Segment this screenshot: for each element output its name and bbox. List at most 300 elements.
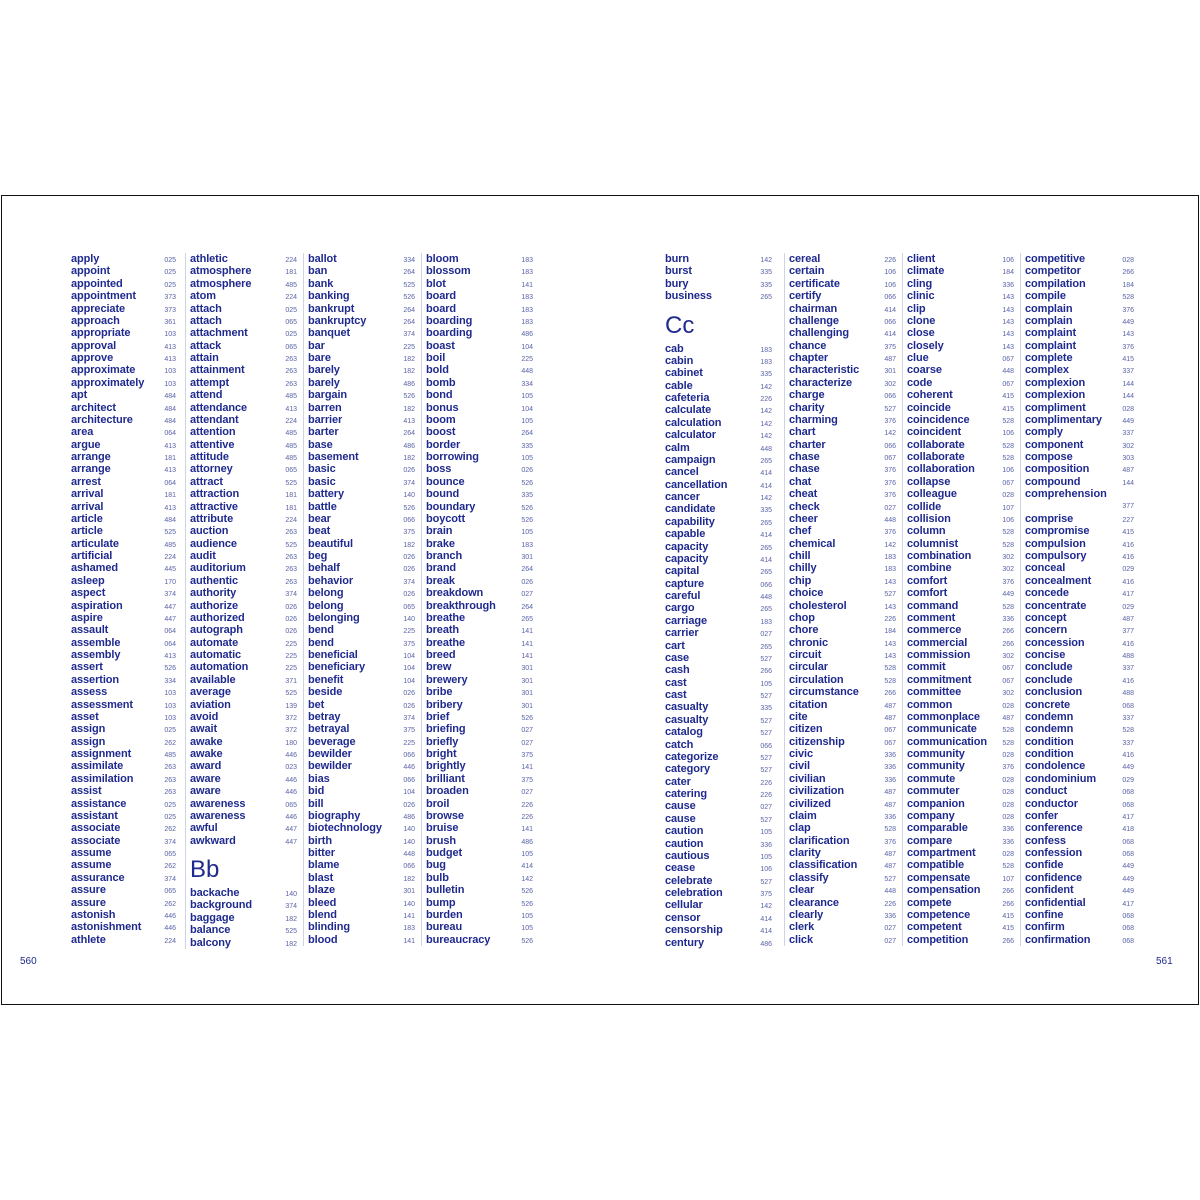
index-word: cast xyxy=(665,676,687,689)
index-word: aspect xyxy=(71,587,106,600)
page-reference: 488 xyxy=(1122,653,1134,660)
page-reference: 142 xyxy=(760,903,772,911)
page-reference: 027 xyxy=(521,591,533,599)
index-word: compliment xyxy=(1025,401,1086,414)
page-reference: 068 xyxy=(1122,801,1134,809)
index-word: battery xyxy=(308,488,344,501)
index-entry xyxy=(308,661,418,673)
index-word: confident xyxy=(1025,884,1074,897)
index-entry xyxy=(789,513,899,525)
page-reference: 263 xyxy=(285,554,297,561)
page-reference: 103 xyxy=(164,380,176,388)
index-word: assertion xyxy=(71,673,120,686)
index-word: breed xyxy=(426,649,456,661)
index-entry xyxy=(426,513,536,525)
index-entry xyxy=(907,327,1017,339)
page-reference: 028 xyxy=(1002,752,1014,759)
index-word: approximate xyxy=(71,364,136,377)
page-reference: 336 xyxy=(884,776,896,784)
index-word: coherent xyxy=(907,389,953,402)
index-word: betray xyxy=(308,710,341,723)
page-reference: 226 xyxy=(884,257,896,264)
index-entry xyxy=(308,624,418,636)
index-word: boil xyxy=(426,352,446,364)
index-entry xyxy=(1025,711,1137,723)
page-reference: 372 xyxy=(285,714,297,722)
page-reference: 414 xyxy=(884,331,896,339)
page-reference: 377 xyxy=(1122,628,1134,636)
index-word: assistant xyxy=(71,809,118,822)
index-entry xyxy=(71,785,179,797)
index-word: bounce xyxy=(426,475,465,488)
index-word: breakdown xyxy=(426,587,484,600)
index-word: compulsion xyxy=(1025,537,1086,550)
page-reference: 265 xyxy=(521,615,533,623)
index-word: boast xyxy=(426,339,455,352)
page-reference: 264 xyxy=(403,306,415,314)
index-entry xyxy=(1025,600,1137,612)
index-word: belong xyxy=(308,599,344,612)
page-reference: 487 xyxy=(884,789,896,797)
page-reference: 142 xyxy=(884,430,896,438)
index-word: conclude xyxy=(1025,661,1073,674)
page-reference: 487 xyxy=(884,851,896,858)
index-word: capable xyxy=(665,528,706,541)
index-entry xyxy=(190,937,300,949)
index-column xyxy=(784,253,899,946)
index-entry xyxy=(426,884,536,896)
index-word: category xyxy=(665,763,711,776)
page-reference: 448 xyxy=(760,445,772,453)
page-reference: 376 xyxy=(884,479,896,487)
page-reference: 301 xyxy=(884,368,896,376)
index-entry xyxy=(426,377,536,389)
index-entry xyxy=(190,525,300,537)
index-entry xyxy=(308,389,418,401)
page-reference: 026 xyxy=(285,628,297,636)
page-reference: 026 xyxy=(403,801,415,809)
index-word: brilliant xyxy=(426,772,465,785)
index-word: baggage xyxy=(190,911,235,924)
page-reference: 028 xyxy=(1002,851,1014,858)
index-entry xyxy=(308,674,418,686)
index-word: comprehension xyxy=(1025,488,1107,501)
index-word: cause xyxy=(665,800,696,813)
index-entry xyxy=(426,463,536,475)
index-word: collide xyxy=(907,500,942,513)
index-entry xyxy=(1025,303,1137,315)
index-entry xyxy=(1025,612,1137,624)
page-reference: 528 xyxy=(1122,294,1134,302)
page-reference: 027 xyxy=(884,925,896,933)
page-reference: 525 xyxy=(403,281,415,289)
page-reference: 066 xyxy=(403,752,415,759)
index-word: compile xyxy=(1025,290,1066,303)
page-reference: 263 xyxy=(164,789,176,797)
index-word: century xyxy=(665,936,705,949)
index-entry xyxy=(1025,265,1137,277)
page-reference: 448 xyxy=(884,516,896,524)
page-reference: 143 xyxy=(1002,306,1014,314)
page-reference: 183 xyxy=(403,925,415,933)
index-word: chill xyxy=(789,550,811,562)
index-entry xyxy=(190,674,300,686)
index-entry xyxy=(665,751,775,763)
index-word: beg xyxy=(308,550,328,562)
index-word: compilation xyxy=(1025,277,1086,290)
index-entry xyxy=(426,909,536,921)
index-entry xyxy=(71,921,179,933)
index-entry xyxy=(190,924,300,936)
index-word: chase xyxy=(789,463,820,476)
page-reference: 418 xyxy=(1122,826,1134,834)
page-reference: 068 xyxy=(1122,925,1134,933)
page-reference: 485 xyxy=(285,281,297,289)
index-entry xyxy=(71,909,179,921)
page-reference: 487 xyxy=(1122,467,1134,475)
page-reference: 068 xyxy=(1122,702,1134,710)
index-word: bribe xyxy=(426,686,453,699)
page-reference: 301 xyxy=(521,690,533,698)
index-word: authority xyxy=(190,587,237,600)
page-reference: 302 xyxy=(1002,566,1014,574)
page-reference: 141 xyxy=(521,764,533,772)
index-entry xyxy=(308,538,418,550)
page-reference: 337 xyxy=(1122,714,1134,722)
index-word: cease xyxy=(665,862,696,875)
index-word: conduct xyxy=(1025,785,1068,798)
page-reference: 361 xyxy=(164,318,176,326)
index-entry xyxy=(789,451,899,463)
index-entry xyxy=(907,798,1017,810)
index-word: assembly xyxy=(71,649,121,661)
index-entry xyxy=(907,674,1017,686)
page-reference: 448 xyxy=(884,888,896,896)
page-reference: 446 xyxy=(285,813,297,821)
index-word: coincident xyxy=(907,426,962,439)
page-reference: 266 xyxy=(760,668,772,676)
page-reference: 106 xyxy=(1002,257,1014,264)
index-entry xyxy=(426,575,536,587)
index-word: bury xyxy=(665,277,689,290)
page-reference: 265 xyxy=(760,643,772,651)
index-word: boarding xyxy=(426,314,473,327)
index-entry xyxy=(308,303,418,315)
page-reference: 374 xyxy=(164,591,176,599)
page-reference: 376 xyxy=(884,838,896,846)
index-word: cater xyxy=(665,775,691,788)
index-word: condition xyxy=(1025,735,1074,748)
index-word: board xyxy=(426,302,457,315)
index-word: calculation xyxy=(665,416,722,429)
index-word: commit xyxy=(907,661,946,674)
index-entry xyxy=(190,513,300,525)
page-reference: 486 xyxy=(760,940,772,948)
index-entry xyxy=(71,872,179,884)
index-entry xyxy=(665,553,775,565)
page-reference: 026 xyxy=(521,578,533,586)
index-entry xyxy=(190,723,300,735)
page-reference: 068 xyxy=(1122,937,1134,945)
index-word: attack xyxy=(190,339,222,352)
page-reference: 028 xyxy=(1002,776,1014,784)
page-reference: 025 xyxy=(285,331,297,339)
page-reference: 487 xyxy=(884,356,896,363)
index-entry xyxy=(190,327,300,339)
index-entry xyxy=(71,699,179,711)
index-word: bureau xyxy=(426,921,463,934)
index-entry xyxy=(1025,649,1137,661)
index-word: battle xyxy=(308,500,337,513)
index-entry xyxy=(907,872,1017,884)
page-reference: 225 xyxy=(521,356,533,363)
index-word: appointed xyxy=(71,277,123,290)
index-word: attainment xyxy=(190,364,245,377)
index-word: comment xyxy=(907,611,956,624)
page-reference: 224 xyxy=(285,516,297,524)
page-reference: 141 xyxy=(521,826,533,834)
page-reference: 528 xyxy=(1002,603,1014,611)
page-reference: 375 xyxy=(760,891,772,898)
page-reference: 225 xyxy=(403,739,415,747)
page-reference: 336 xyxy=(884,764,896,772)
page-reference: 182 xyxy=(403,875,415,883)
page-reference: 226 xyxy=(884,615,896,623)
index-column xyxy=(185,253,300,949)
page-reference: 105 xyxy=(760,680,772,688)
index-word: circulation xyxy=(789,673,844,686)
index-entry xyxy=(789,501,899,513)
page-reference: 104 xyxy=(521,405,533,413)
page-reference: 143 xyxy=(884,640,896,648)
index-entry xyxy=(907,637,1017,649)
index-word: approximately xyxy=(71,376,145,389)
index-word: attach xyxy=(190,302,222,315)
page-reference: 027 xyxy=(521,739,533,747)
index-word: assurance xyxy=(71,871,125,884)
page-reference: 525 xyxy=(285,479,297,487)
page-reference: 106 xyxy=(1002,430,1014,438)
page-reference: 027 xyxy=(521,727,533,735)
page-reference: 266 xyxy=(1002,888,1014,896)
index-entry xyxy=(426,674,536,686)
index-entry xyxy=(907,649,1017,661)
index-entry xyxy=(71,327,179,339)
index-entry xyxy=(190,912,300,924)
index-entry xyxy=(665,701,775,713)
index-entry xyxy=(1025,402,1137,414)
index-word: assume xyxy=(71,847,112,859)
index-word: arrange xyxy=(71,463,111,476)
index-word: awareness xyxy=(190,809,246,822)
index-word: clear xyxy=(789,884,815,897)
index-entry xyxy=(190,736,300,748)
page-reference: 181 xyxy=(285,492,297,500)
index-entry xyxy=(907,934,1017,946)
page-reference: 528 xyxy=(884,677,896,685)
index-entry xyxy=(1025,686,1137,698)
index-word: complain xyxy=(1025,302,1073,315)
index-word: bank xyxy=(308,277,334,290)
index-entry xyxy=(308,810,418,822)
page-reference: 528 xyxy=(884,665,896,673)
index-entry xyxy=(71,538,179,550)
section-letter-heading: Bb xyxy=(190,856,220,883)
index-entry xyxy=(907,884,1017,896)
index-word: common xyxy=(907,698,953,711)
index-word: calculator xyxy=(665,429,716,442)
page-reference: 142 xyxy=(760,433,772,441)
index-word: branch xyxy=(426,550,463,562)
index-entry xyxy=(1025,723,1137,735)
page-reference: 266 xyxy=(1002,900,1014,908)
index-word: breath xyxy=(426,624,460,637)
index-word: assume xyxy=(71,859,112,872)
index-word: banquet xyxy=(308,327,351,340)
index-word: behavior xyxy=(308,574,354,587)
page-reference: 528 xyxy=(1002,541,1014,549)
page-reference: 449 xyxy=(1122,318,1134,326)
index-entry xyxy=(1025,921,1137,933)
page-reference: 182 xyxy=(403,368,415,376)
page-reference: 263 xyxy=(285,529,297,537)
index-word: civilized xyxy=(789,797,831,810)
index-word: automatic xyxy=(190,649,242,661)
index-entry xyxy=(907,253,1017,265)
index-entry xyxy=(71,847,179,859)
page-reference: 263 xyxy=(285,368,297,376)
index-word: compulsory xyxy=(1025,550,1087,562)
index-entry xyxy=(426,773,536,785)
index-entry xyxy=(190,426,300,438)
index-entry xyxy=(789,290,899,302)
page-reference: 066 xyxy=(403,863,415,871)
index-entry xyxy=(308,760,418,772)
index-entry xyxy=(1025,327,1137,339)
page-reference: 525 xyxy=(285,541,297,549)
page-reference: 414 xyxy=(760,470,772,478)
page-reference: 376 xyxy=(884,529,896,537)
index-word: bulb xyxy=(426,871,449,884)
page-reference: 335 xyxy=(760,371,772,379)
index-entry xyxy=(308,711,418,723)
index-entry xyxy=(71,723,179,735)
page-reference: 184 xyxy=(884,628,896,636)
page-reference: 302 xyxy=(1002,690,1014,698)
index-entry xyxy=(71,476,179,488)
page-reference: 334 xyxy=(164,677,176,685)
page-reference: 068 xyxy=(1122,838,1134,846)
index-word: belonging xyxy=(308,611,360,624)
index-word: chip xyxy=(789,574,812,587)
index-entry xyxy=(426,426,536,438)
index-word: appropriate xyxy=(71,327,131,340)
page-reference: 335 xyxy=(760,705,772,713)
index-word: coincide xyxy=(907,401,951,414)
index-entry xyxy=(907,463,1017,475)
index-word: brain xyxy=(426,525,453,538)
index-entry xyxy=(1025,897,1137,909)
index-entry xyxy=(71,265,179,277)
index-entry xyxy=(1025,934,1137,946)
index-entry xyxy=(1025,661,1137,673)
index-word: classification xyxy=(789,859,858,872)
page-reference: 067 xyxy=(884,727,896,735)
index-entry xyxy=(789,637,899,649)
index-word: cheer xyxy=(789,512,818,525)
index-word: auction xyxy=(190,525,229,538)
index-word: condition xyxy=(1025,748,1074,760)
index-word: bargain xyxy=(308,389,348,402)
page-reference: 528 xyxy=(1002,442,1014,450)
index-entry xyxy=(308,525,418,537)
index-word: boarding xyxy=(426,327,473,340)
index-entry xyxy=(308,748,418,760)
index-word: commission xyxy=(907,649,971,661)
index-word: brief xyxy=(426,710,450,723)
index-entry xyxy=(907,748,1017,760)
page-reference: 414 xyxy=(760,928,772,936)
page-reference: 066 xyxy=(884,393,896,401)
index-word: bloom xyxy=(426,253,459,265)
index-word: clarification xyxy=(789,834,850,847)
page-reference: 023 xyxy=(285,764,297,772)
page-reference: 527 xyxy=(760,730,772,738)
index-word: assemble xyxy=(71,636,121,649)
index-entry xyxy=(1025,377,1137,389)
index-entry xyxy=(1025,822,1137,834)
index-word: celebration xyxy=(665,887,723,899)
index-entry xyxy=(426,352,536,364)
index-word: attempt xyxy=(190,376,230,389)
index-entry xyxy=(426,402,536,414)
page-reference: 065 xyxy=(285,343,297,351)
index-word: committee xyxy=(907,686,962,699)
index-word: candidate xyxy=(665,503,716,516)
index-entry xyxy=(789,587,899,599)
page-reference: 375 xyxy=(521,776,533,784)
index-word: assistance xyxy=(71,797,127,810)
index-entry xyxy=(907,785,1017,797)
index-entry xyxy=(426,600,536,612)
index-word: beverage xyxy=(308,735,356,748)
index-entry xyxy=(907,686,1017,698)
page-reference: 301 xyxy=(521,665,533,673)
page-reference: 226 xyxy=(760,396,772,403)
index-entry xyxy=(426,562,536,574)
page-reference: 105 xyxy=(521,851,533,858)
index-entry xyxy=(71,451,179,463)
index-word: break xyxy=(426,574,455,587)
page-reference: 141 xyxy=(521,640,533,648)
page-reference: 264 xyxy=(521,430,533,438)
index-word: assure xyxy=(71,896,106,909)
index-entry xyxy=(308,872,418,884)
index-entry xyxy=(308,921,418,933)
index-entry xyxy=(308,364,418,376)
page-reference: 526 xyxy=(403,393,415,401)
index-entry xyxy=(190,253,300,265)
index-word: attend xyxy=(190,389,223,402)
index-entry xyxy=(1025,624,1137,636)
page-reference: 337 xyxy=(1122,368,1134,376)
page-reference: 141 xyxy=(521,628,533,636)
page-reference: 484 xyxy=(164,405,176,413)
index-entry xyxy=(665,640,775,652)
page-reference: 485 xyxy=(164,752,176,759)
index-word: commute xyxy=(907,772,956,785)
page-reference: 336 xyxy=(884,912,896,920)
